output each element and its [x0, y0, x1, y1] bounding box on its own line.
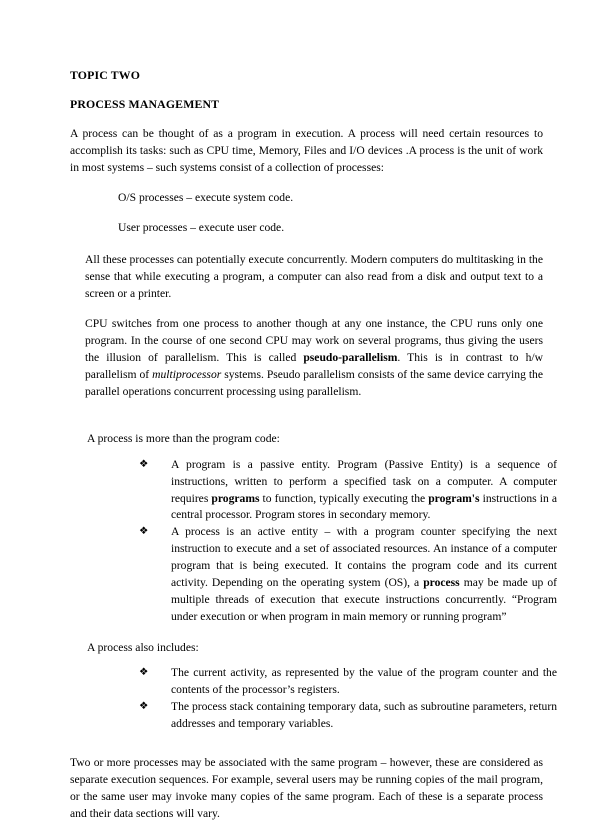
paragraph-spacer [70, 746, 543, 755]
also-includes-lead-in: A process also includes: [87, 640, 199, 654]
more-than-code-lead-in: A process is more than the program code: [87, 431, 280, 445]
list-item [139, 699, 557, 733]
diamond-bullet-icon: ❖ [139, 667, 149, 679]
bullet-text-3: instructions in a central processor. Program stores in secondary memory. [171, 491, 557, 522]
diamond-bullet-icon: ❖ [139, 701, 149, 713]
list-item [139, 665, 557, 699]
list-item [139, 457, 557, 524]
pseudo-parallelism-term: pseudo-parallelism [303, 350, 398, 364]
also-includes-list [70, 665, 557, 732]
cpu-switching-text-3: systems. Pseudo parallelism consists of the same device carrying the parallel operations concurrent processing using parallelism. [85, 367, 544, 398]
bullet-text-1: A program is a passive entity. Program (Passive Entity) is a sequence of instructions, written to perform a specified task on a computer. A computer requires [171, 457, 557, 505]
bullet-text: The current activity, as represented by the value of the program counter and the contents of the processor’s registers. [171, 666, 557, 697]
conclusion-paragraph: Two or more processes may be associated with the same program – however, these are considered as separate execution sequences. For example, several users may be running copies of the mail program, or the same user may invoke many copies of the same program. Each of these is a separate process and their data sections will vary. [70, 755, 543, 820]
programs-term: programs [211, 491, 260, 505]
intro-paragraph: A process can be thought of as a program in execution. A process will need certain resources to accomplish its tasks: such as CPU time, Memory, Files and I/O devices .A process is the unit of work in most systems – such systems consist of a collection of processes: [70, 127, 543, 175]
cpu-switching-paragraph [85, 316, 543, 401]
bullet-text-2: may be made up of multiple threads of execution that execute instructions concurrently. “Program under execution or when program in main memory or running program” [171, 575, 557, 623]
bullet-text-2: to function, typically executing the [259, 491, 429, 505]
list-item [139, 524, 557, 625]
topic-label: TOPIC TWO [70, 68, 141, 82]
page-title: PROCESS MANAGEMENT [70, 96, 220, 111]
diamond-bullet-icon: ❖ [139, 458, 149, 470]
multiprocessor-term: multiprocessor [152, 367, 222, 381]
bullet-text-1: A process is an active entity – with a program counter specifying the next instruction to execute and a set of associated resources. An instance of a computer program that is being executed. It contains the program code and its current activity. Depending on the operating system (OS), a [171, 525, 557, 589]
concurrency-paragraph: All these processes can potentially execute concurrently. Modern computers do multitasking in the sense that while executing a program, a computer can also read from a disk and output text to a screen or a printer. [85, 253, 543, 301]
cpu-switching-text-1: CPU switches from one process to another though at any one instance, the CPU runs only one program. In the course of one second CPU may work on several programs, thus giving the users the illusion of parallelism. This is called [85, 317, 543, 364]
process-term: process [423, 575, 460, 589]
process-kind-user: User processes – execute user code. [118, 221, 285, 235]
process-kind-os: O/S processes – execute system code. [118, 191, 294, 205]
diamond-bullet-icon: ❖ [139, 526, 149, 538]
more-than-code-list [70, 457, 557, 626]
bullet-text: The process stack containing temporary data, such as subroutine parameters, return addresses and temporary variables. [171, 700, 557, 731]
programs-possessive-term: program's [428, 491, 480, 505]
section-spacer [70, 414, 543, 431]
cpu-switching-text-2: . This is in contrast to h/w parallelism of [85, 350, 543, 381]
